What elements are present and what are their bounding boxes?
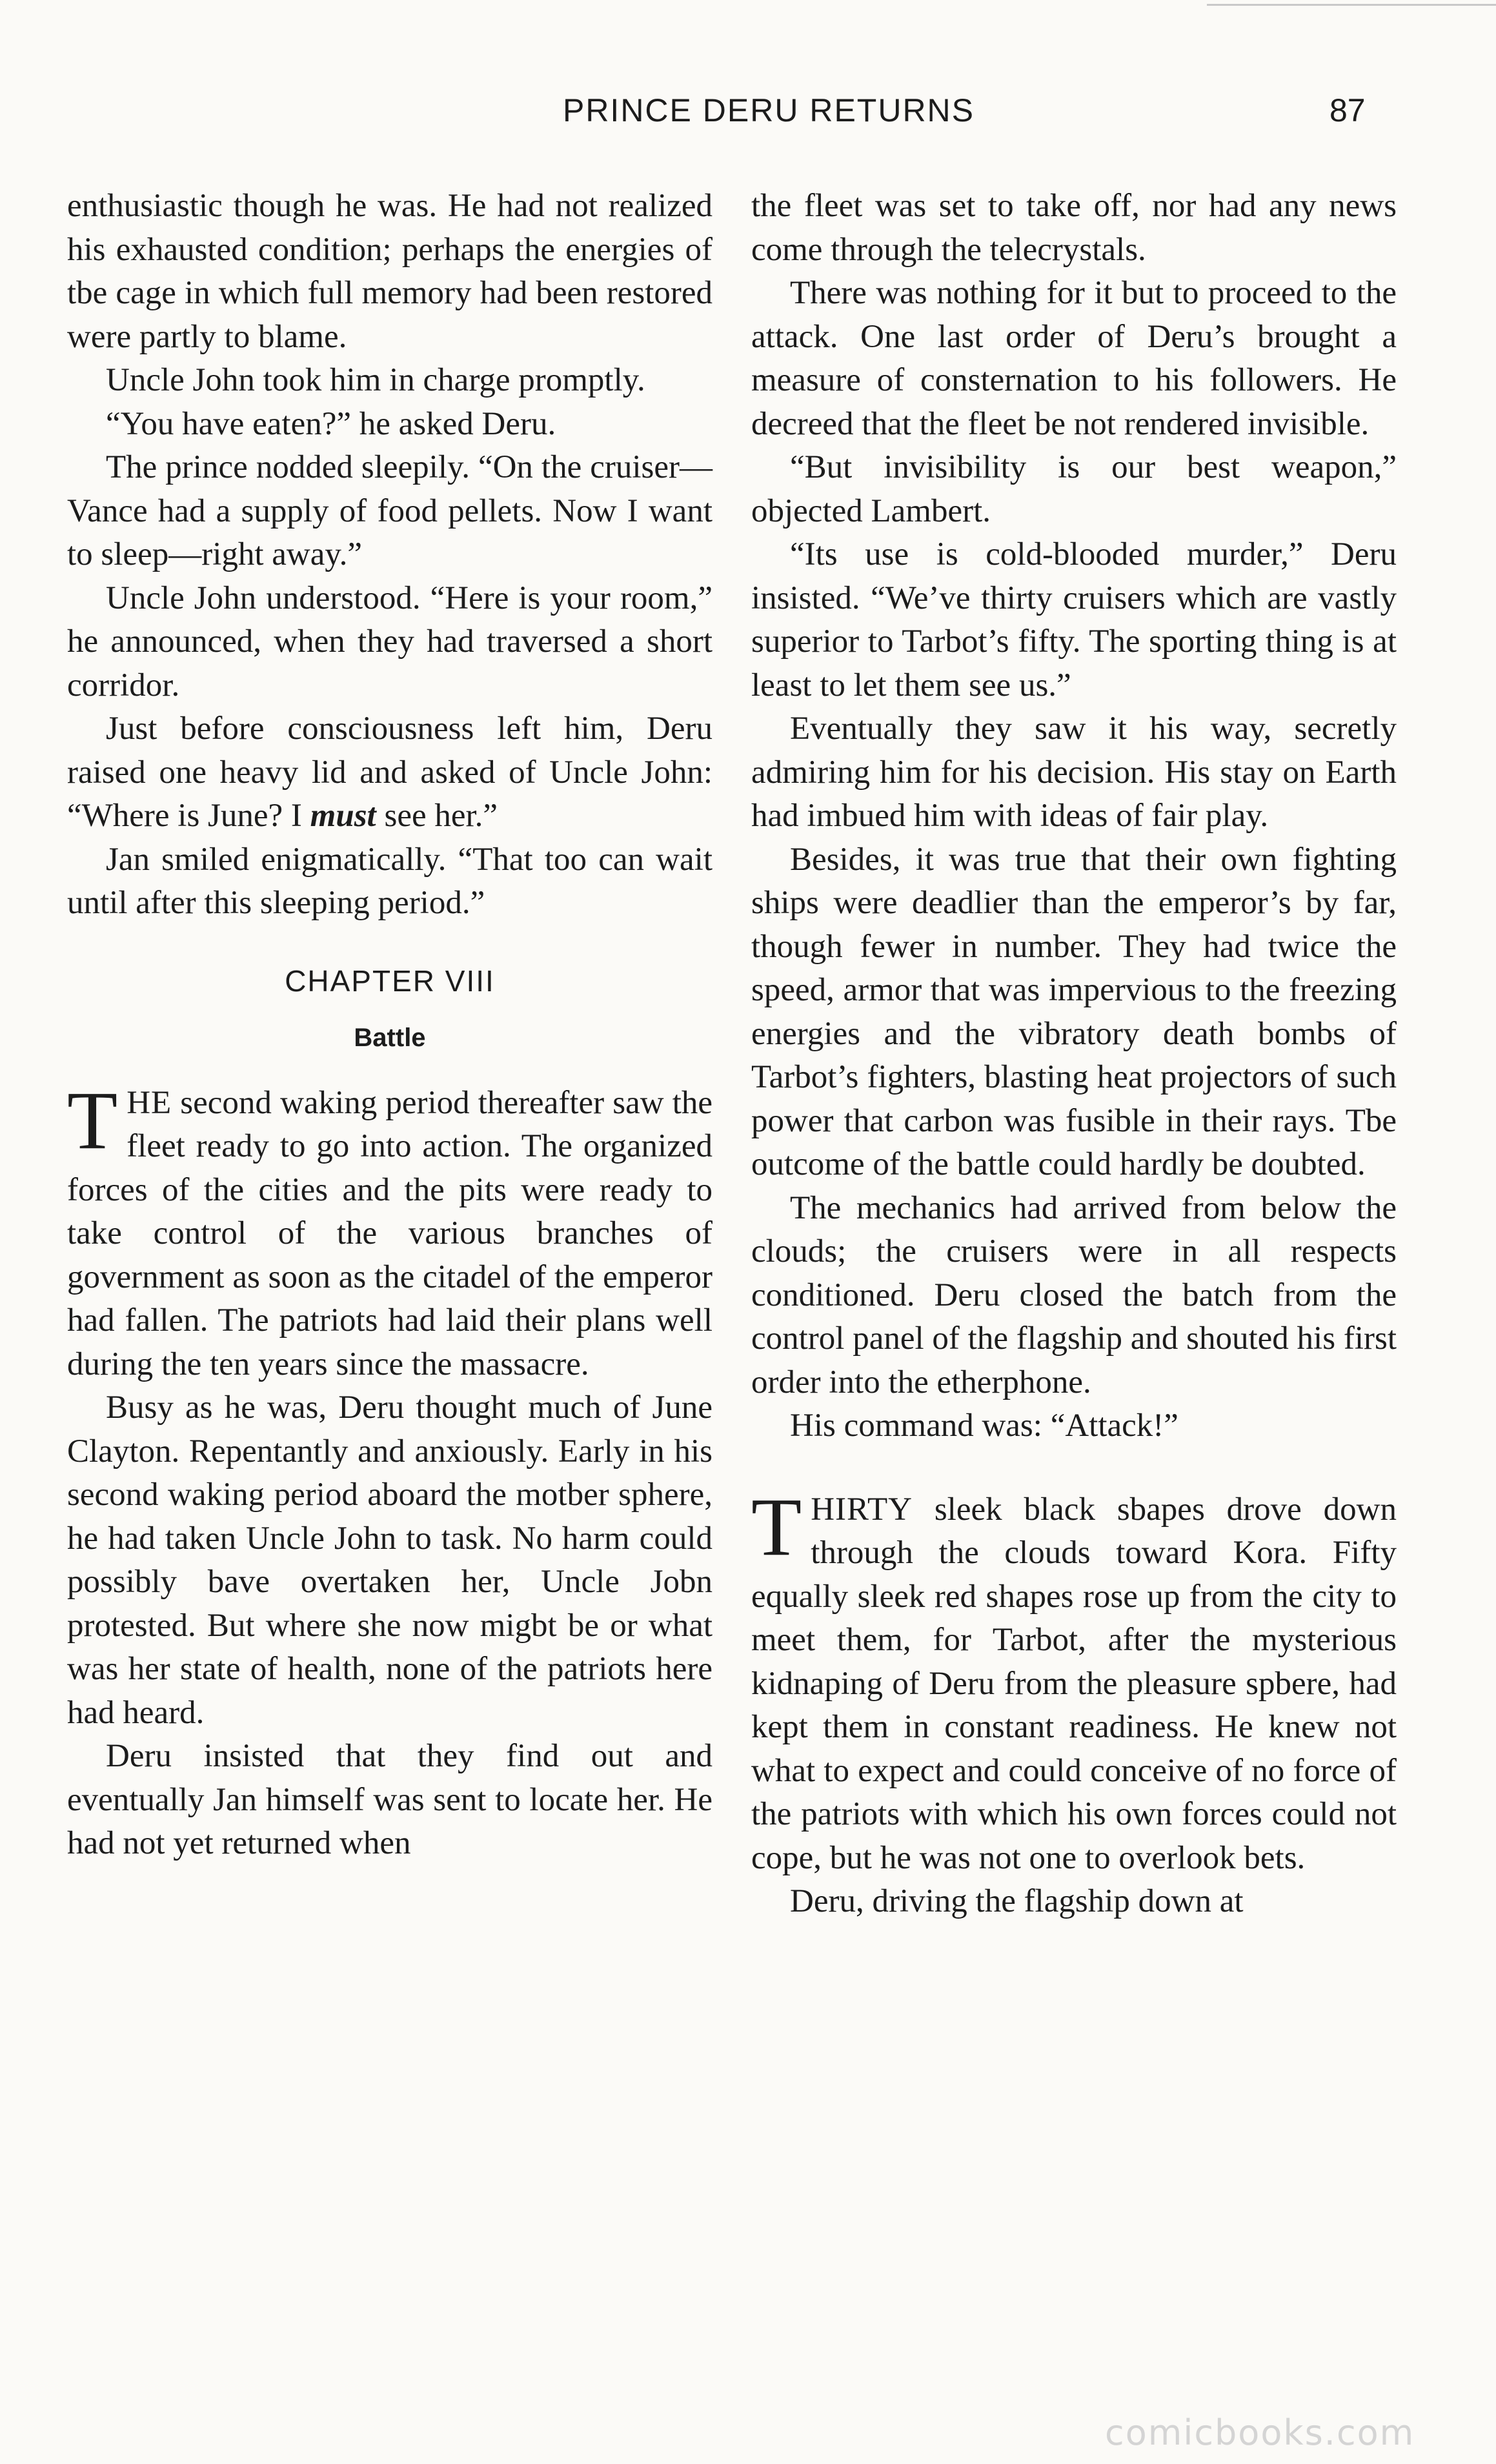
paragraph: The prince nodded sleepily. “On the cruiser—Vance had a supply of food pellets. Now I want to sleep—right away.” (67, 449, 713, 572)
paragraph: Jan smiled enigmatically. “That too can wait until after this sleeping period.” (67, 841, 713, 921)
drop-cap: T (751, 1480, 802, 1573)
paragraph: “Its use is cold-blooded murder,” Deru insisted. “We’ve thirty cruisers which are vastly superior to Tarbot’s fifty. The sporting thing is at least to let them see us.” (751, 536, 1397, 703)
chapter-opening-paragraph (67, 1074, 713, 1387)
watermark: comicbooks.com (1105, 2412, 1415, 2453)
paragraph: The mechanics had arrived from below the clouds; the cruisers were in all respects conditioned. Deru closed the batch from the control panel of the flagship and shouted his first order into the etherphone. (751, 1189, 1397, 1400)
running-title: PRINCE DERU RETURNS (562, 92, 975, 128)
paragraph: Besides, it was true that their own fighting ships were deadlier than the emperor’s by far, though fewer in number. They had twice the speed, armor that was impervious to the freezing energies and the vibratory death bombs of Tarbot’s fighters, blasting heat projectors of such power that carbon was fusible in their rays. Tbe outcome of the battle could hardly be doubted. (751, 841, 1397, 1182)
paragraph: Deru insisted that they find out and eventually Jan himself was sent to locate her. He had not yet returned when (67, 1738, 713, 1861)
chapter-number: CHAPTER VIII (285, 964, 495, 998)
page-number: 87 (1329, 92, 1366, 128)
paragraph: Deru, driving the flagship down at (790, 1883, 1244, 1919)
paragraph: Uncle John understood. “Here is your room,” he announced, when they had traversed a short corridor. (67, 580, 713, 703)
paragraph: “You have eaten?” he asked Deru. (106, 405, 556, 442)
paragraph: Eventually they saw it his way, secretly admiring him for his decision. His stay on Earth had imbued him with ideas of fair play. (751, 711, 1397, 834)
emphasis-word: must (310, 798, 376, 834)
left-column (67, 185, 713, 1866)
section-break (751, 1448, 1397, 1488)
opening-small-caps: HIRTY (811, 1491, 913, 1528)
paragraph: “But invisibility is our best weapon,” objected Lambert. (751, 449, 1397, 529)
top-edge-rule (1207, 4, 1496, 6)
right-column (751, 185, 1397, 1924)
paragraph: Uncle John took him in charge promptly. (106, 362, 645, 398)
opening-text: second waking period thereafter saw the fleet ready to go into action. The organized forces of the cities and the pits were ready to take control of the various branches of government as soon as the citadel of the emperor had fallen. The patriots had laid their plans well during the ten years since the massacre. (67, 1084, 713, 1382)
paragraph: Busy as he was, Deru thought much of June Clayton. Repentantly and anxiously. Early in his second waking period aboard the motber sphere, he had taken Uncle John to task. No harm could possibly bave overtaken her, Uncle Jobn protested. But where she now migbt be or what was her state of health, none of the patriots here had heard. (67, 1389, 713, 1731)
section-opening-paragraph (751, 1480, 1397, 1881)
drop-cap: T (67, 1074, 118, 1166)
chapter-title: Battle (354, 1023, 426, 1052)
opening-small-caps: HE (126, 1084, 172, 1121)
paragraph: Just before consciousness left him, Deru raised one heavy lid and asked of Uncle John: “Where is June? I must see her.” (67, 711, 713, 834)
paragraph: There was nothing for it but to proceed to the attack. One last order of Deru’s brought a measure of consternation to his followers. He decreed that the fleet be not rendered invisible. (751, 275, 1397, 442)
continued-paragraph: the fleet was set to take off, nor had any news come through the telecrystals. (751, 188, 1397, 268)
paragraph: His command was: “Attack!” (790, 1408, 1178, 1444)
opening-text: sleek black sbapes drove down through the clouds toward Kora. Fifty equally sleek red shapes rose up from the city to meet them, for Tarbot, after the mysterious kidnaping of Deru from the pleasure spbere, had kept them in constant readiness. He knew not what to expect and could conceive of no force of the patriots with which his own forces could not cope, but he was not one to overlook bets. (751, 1491, 1397, 1876)
continued-paragraph: enthusiastic though he was. He had not realized his exhausted condition; perhaps the energies of tbe cage in which full memory had been restored were partly to blame. (67, 188, 713, 355)
